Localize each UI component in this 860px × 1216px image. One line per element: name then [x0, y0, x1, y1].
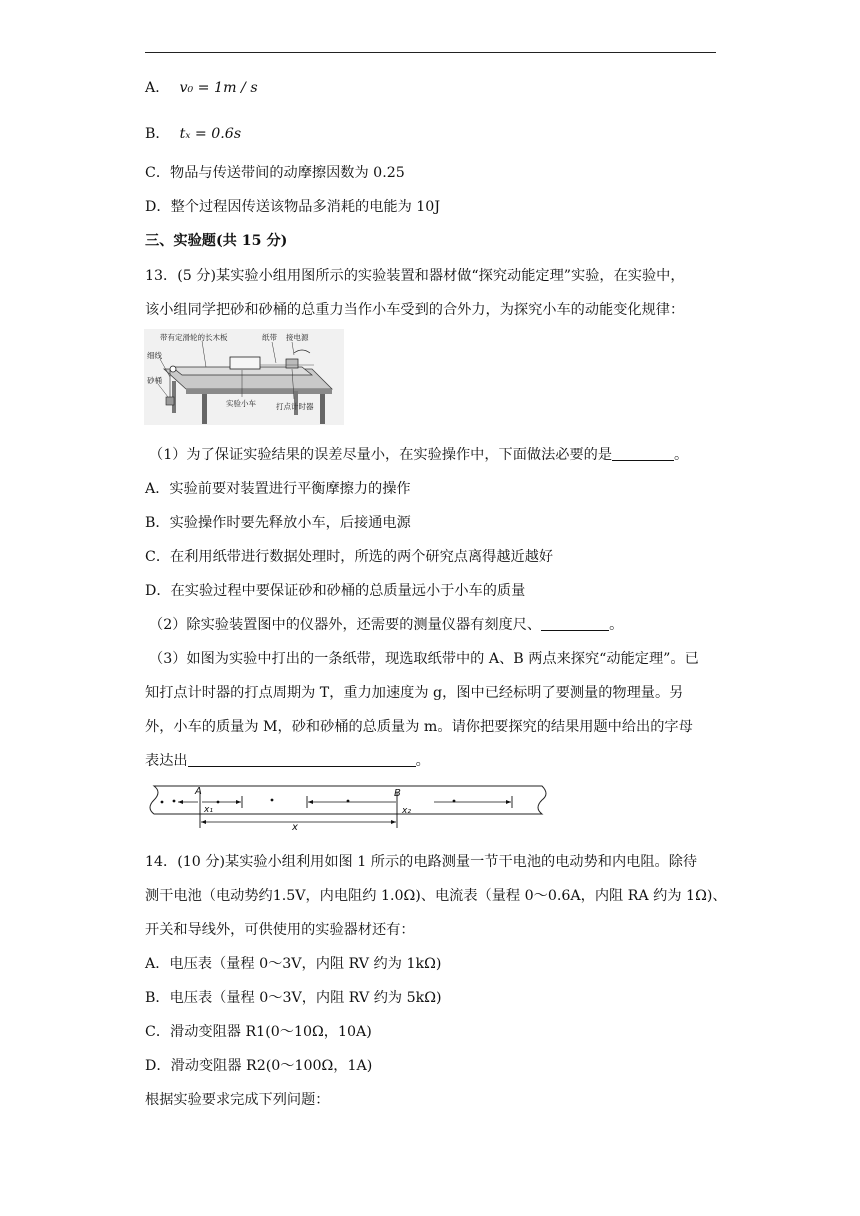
q12-option-c: C．物品与传送带间的动摩擦因数为 0.25: [145, 165, 405, 181]
q13-stem-line2: 该小组同学把砂和砂桶的总重力当作小车受到的合外力，为探究小车的动能变化规律：: [145, 302, 685, 318]
q13-part3-line2: 知打点计时器的打点周期为 T，重力加速度为 g，图中已经标明了要测量的物理量。另: [145, 685, 684, 701]
q13-part3-line3: 外，小车的质量为 M，砂和砂桶的总质量为 m。请你把要探究的结果用题中给出的字母: [145, 719, 693, 735]
q14-option-c: C．滑动变阻器 R1(0～10Ω，10A): [145, 1024, 372, 1040]
answer-blank-1[interactable]: [612, 446, 674, 461]
q13-part2: （2）除实验装置图中的仪器外，还需要的测量仪器有刻度尺、 。: [149, 617, 624, 633]
label-timer: 打点计时器: [276, 402, 314, 411]
tape-label-x1: x₁: [204, 805, 213, 815]
q13-part1-option-d: D．在实验过程中要保证砂和砂桶的总质量远小于小车的质量: [145, 583, 526, 599]
label-power: 接电源: [286, 333, 309, 342]
q13-part1: （1）为了保证实验结果的误差尽量小，在实验操作中，下面做法必要的是 。: [149, 447, 689, 463]
label-board: 带有定滑轮的长木板: [160, 333, 228, 342]
tape-label-x2: x₂: [402, 806, 411, 816]
answer-blank-3[interactable]: [188, 752, 416, 767]
q14-closing: 根据实验要求完成下列问题：: [145, 1092, 330, 1108]
tape-label-B: B: [394, 788, 401, 799]
label-car: 实验小车: [226, 399, 256, 408]
apparatus-figure: [144, 329, 344, 425]
q12-option-d: D．整个过程因传送该物品多消耗的电能为 10J: [145, 199, 441, 215]
q14-stem-line2: 测干电池（电动势约1.5V，内电阻约 1.0Ω)、电流表（量程 0～0.6A，内阻 RA 约为 1Ω)、: [145, 888, 727, 904]
q14-stem-line1: 14．(10 分)某实验小组利用如图 1 所示的电路测量一节干电池的电动势和内电阻。除待: [145, 854, 698, 870]
section-title: 三、实验题(共 15 分): [145, 233, 288, 249]
paper-tape-figure: [144, 782, 556, 834]
answer-blank-2[interactable]: [541, 616, 609, 631]
q14-stem-line3: 开关和导线外，可供使用的实验器材还有：: [145, 922, 415, 938]
q14-option-b: B．电压表（量程 0～3V，内阻 RV 约为 5kΩ): [145, 990, 442, 1006]
q13-part1-option-b: B．实验操作时要先释放小车，后接通电源: [145, 515, 411, 531]
q12-option-a: A． v₀ = 1m / s: [145, 80, 258, 96]
tape-label-A: A: [195, 786, 202, 797]
header-rule: [145, 52, 716, 53]
q13-part1-option-a: A．实验前要对装置进行平衡摩擦力的操作: [145, 481, 411, 497]
q13-part1-option-c: C．在利用纸带进行数据处理时，所选的两个研究点离得越近越好: [145, 549, 554, 565]
q13-stem-line1: 13．(5 分)某实验小组用图所示的实验装置和器材做“探究动能定理”实验，在实验中，: [145, 268, 685, 284]
label-thread: 细线: [147, 351, 162, 360]
tape-label-x: x: [292, 822, 298, 833]
label-tape: 纸带: [262, 333, 277, 342]
q14-option-d: D．滑动变阻器 R2(0～100Ω，1A): [145, 1058, 373, 1074]
q13-part3-line1: （3）如图为实验中打出的一条纸带，现选取纸带中的 A、B 两点来探究“动能定理”。已: [149, 651, 699, 667]
q14-option-a: A．电压表（量程 0～3V，内阻 RV 约为 1kΩ): [145, 956, 442, 972]
q13-part3-line4: 表达出 。: [145, 753, 430, 769]
q12-option-b: B． tₓ = 0.6s: [145, 126, 242, 142]
label-bucket: 砂桶: [147, 376, 162, 385]
